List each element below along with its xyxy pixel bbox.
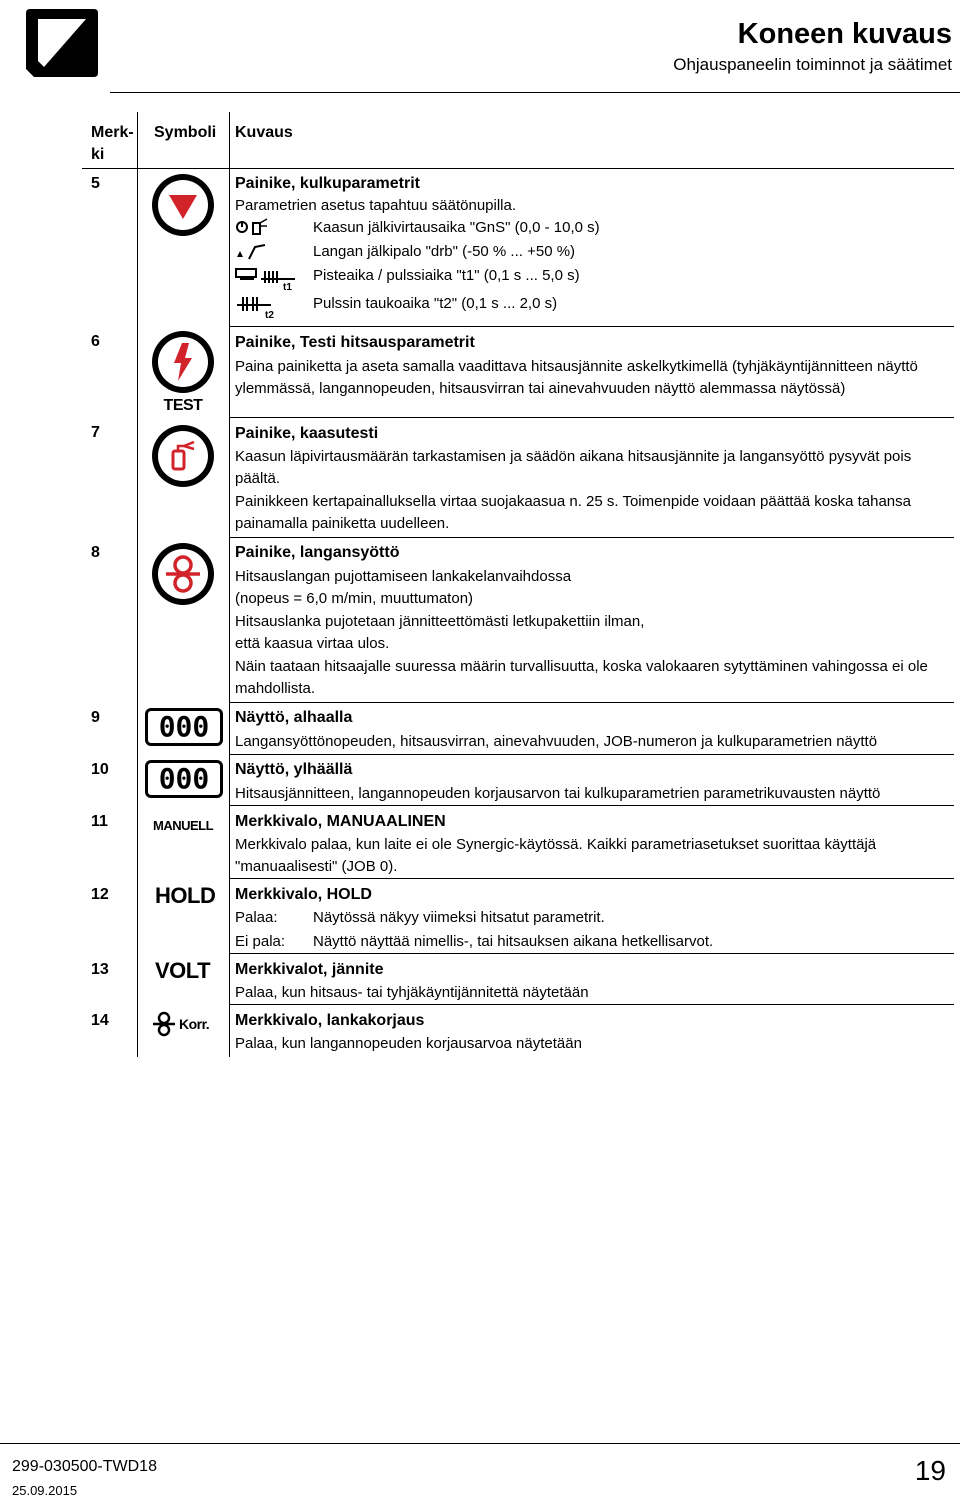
row-text: Parametrien asetus tapahtuu säätönupilla. (235, 197, 517, 214)
param-item (235, 265, 950, 293)
column-header-kuvaus: Kuvaus (235, 124, 293, 141)
row-description (235, 332, 950, 400)
row-text: Painikkeen kertapainalluksella virtaa suojakaasua n. 25 s. Toimenpide voidaan päättää koska tahansa painamalla painiketta uudelleen. (235, 493, 911, 532)
wire-correction-indicator (153, 1011, 209, 1037)
document-number: 299-030500-TWD18 (12, 1458, 157, 1475)
row-number: 7 (91, 424, 100, 441)
row-title: Merkkivalot, jännite (235, 961, 384, 978)
row-divider (230, 805, 954, 806)
param-item (235, 217, 950, 241)
gas-test-button[interactable] (152, 425, 214, 487)
brand-logo (24, 5, 100, 81)
row-number: 8 (91, 544, 100, 561)
display-value: 000 (158, 762, 210, 795)
row-description (235, 759, 950, 805)
column-header-symboli: Symboli (154, 124, 217, 141)
row-text: (nopeus = 6,0 m/min, muuttumaton) (235, 590, 474, 607)
status-pair (235, 907, 950, 931)
wire-feed-icon (153, 1011, 175, 1037)
row-text: Merkkivalo palaa, kun laite ei ole Synergic-käytössä. Kaikki parametriasetukset suorittaa käyttäjä "manuaalisesti" (JOB 0). (235, 836, 877, 875)
hold-indicator: HOLD (155, 883, 216, 908)
row-description (235, 173, 950, 321)
manual-indicator: MANUELL (153, 818, 214, 833)
row-description (235, 542, 950, 700)
row-divider (230, 417, 954, 418)
row-number: 6 (91, 333, 100, 350)
column-header-merkki: Merk-ki (91, 124, 134, 163)
triangle-down-icon (169, 195, 197, 219)
wire-inching-button[interactable] (152, 543, 214, 605)
column-divider (229, 112, 230, 1057)
status-value: Näyttö näyttää nimellis-, tai hitsauksen aikana hetkellisarvot. (313, 933, 714, 950)
row-text: että kaasua virtaa ulos. (235, 635, 390, 652)
row-text: Hitsauslangan pujottamiseen lankakelanvaihdossa (235, 568, 572, 585)
document-date: 25.09.2015 (12, 1483, 78, 1498)
status-key: Palaa: (235, 909, 278, 926)
row-divider (82, 168, 954, 169)
row-text: Langansyöttönopeuden, hitsausvirran, ainevahvuuden, JOB-numeron ja kulkuparametrien näyttö (235, 733, 878, 750)
row-title: Painike, Testi hitsausparametrit (235, 334, 475, 351)
row-number: 10 (91, 761, 109, 778)
lower-display (145, 708, 223, 746)
row-description (235, 707, 950, 753)
row-title: Näyttö, alhaalla (235, 709, 353, 726)
row-number: 11 (91, 813, 108, 830)
row-text: Näin taataan hitsaajalle suuressa määrin turvallisuutta, koska valokaaren sytyttäminen vahingossa ei ole mahdollista. (235, 658, 928, 697)
row-number: 13 (91, 961, 109, 978)
test-parameters-button[interactable] (152, 331, 214, 415)
row-number: 12 (91, 886, 109, 903)
gas-postflow-icon (235, 217, 271, 244)
param-item (235, 293, 950, 321)
upper-display (145, 760, 223, 798)
pulse-pause-icon (235, 293, 281, 326)
row-title: Merkkivalo, MANUAALINEN (235, 813, 446, 830)
row-text: Hitsauslanka pujotetaan jännitteettömästi letkupakettiin ilman, (235, 613, 645, 630)
row-divider (230, 702, 954, 703)
param-text: Pulssin taukoaika "t2" (0,1 s ... 2,0 s) (313, 295, 558, 312)
row-divider (230, 878, 954, 879)
row-description (235, 423, 950, 535)
row-number: 9 (91, 709, 100, 726)
page-subtitle: Ohjauspaneelin toiminnot ja säätimet (673, 55, 952, 74)
row-title: Merkkivalo, HOLD (235, 886, 372, 903)
row-divider (230, 326, 954, 327)
display-value: 000 (158, 710, 210, 743)
row-text: Palaa, kun langannopeuden korjausarvoa näytetään (235, 1035, 582, 1052)
travel-parameters-button[interactable] (152, 174, 214, 236)
row-divider (230, 754, 954, 755)
status-value: Näytössä näkyy viimeksi hitsatut parametrit. (313, 909, 605, 926)
row-text: Kaasun läpivirtausmäärän tarkastamisen ja säädön aikana hitsausjännite ja langansyöttö pysyvät pois päältä. (235, 448, 912, 487)
korr-label: Korr. (179, 1016, 210, 1032)
row-description (235, 1010, 950, 1055)
gas-cylinder-icon (170, 441, 198, 471)
param-text: Kaasun jälkivirtausaika "GnS" (0,0 - 10,0 s) (313, 219, 600, 236)
column-divider (137, 112, 138, 1057)
wire-feed-icon (166, 554, 200, 594)
row-number: 5 (91, 175, 100, 192)
svg-text:t2: t2 (265, 310, 274, 319)
row-divider (230, 1004, 954, 1005)
svg-text:t1: t1 (283, 282, 292, 291)
footer-divider (0, 1443, 960, 1444)
lightning-icon (172, 343, 194, 381)
row-text: Paina painiketta ja aseta samalla vaadittava hitsausjännite askelkytkimellä (tyhjäkäyntijännitteen näyttö ylemmässä, langannopeuden, hitsausvirran tai ainevahvuuden näyttö alemmassa näytössä) (235, 358, 918, 397)
row-title: Painike, kaasutesti (235, 425, 379, 442)
param-text: Langan jälkipalo "drb" (-50 % ... +50 %) (313, 243, 576, 260)
row-title: Merkkivalo, lankakorjaus (235, 1012, 425, 1029)
wire-burnback-icon (235, 241, 271, 268)
page-number: 19 (914, 1455, 946, 1486)
param-text: Pisteaika / pulssiaika "t1" (0,1 s ... 5,0 s) (313, 267, 580, 284)
row-title: Painike, langansyöttö (235, 544, 400, 561)
row-title: Näyttö, ylhäällä (235, 761, 353, 778)
header-divider (110, 92, 960, 93)
row-divider (230, 537, 954, 538)
row-text: Palaa, kun hitsaus- tai tyhjäkäyntijännitettä näytetään (235, 984, 589, 1001)
row-description (235, 959, 950, 1004)
status-key: Ei pala: (235, 933, 286, 950)
status-pair (235, 931, 950, 955)
row-description (235, 811, 950, 878)
row-description (235, 884, 950, 955)
test-label: TEST (163, 397, 203, 414)
param-item (235, 241, 950, 265)
row-title: Painike, kulkuparametrit (235, 175, 420, 192)
page-title: Koneen kuvaus (737, 18, 952, 50)
row-text: Hitsausjännitteen, langannopeuden korjausarvon tai kulkuparametrien parametrikuvausten näyttö (235, 785, 881, 802)
row-number: 14 (91, 1012, 109, 1029)
volt-indicator: VOLT (155, 958, 211, 983)
